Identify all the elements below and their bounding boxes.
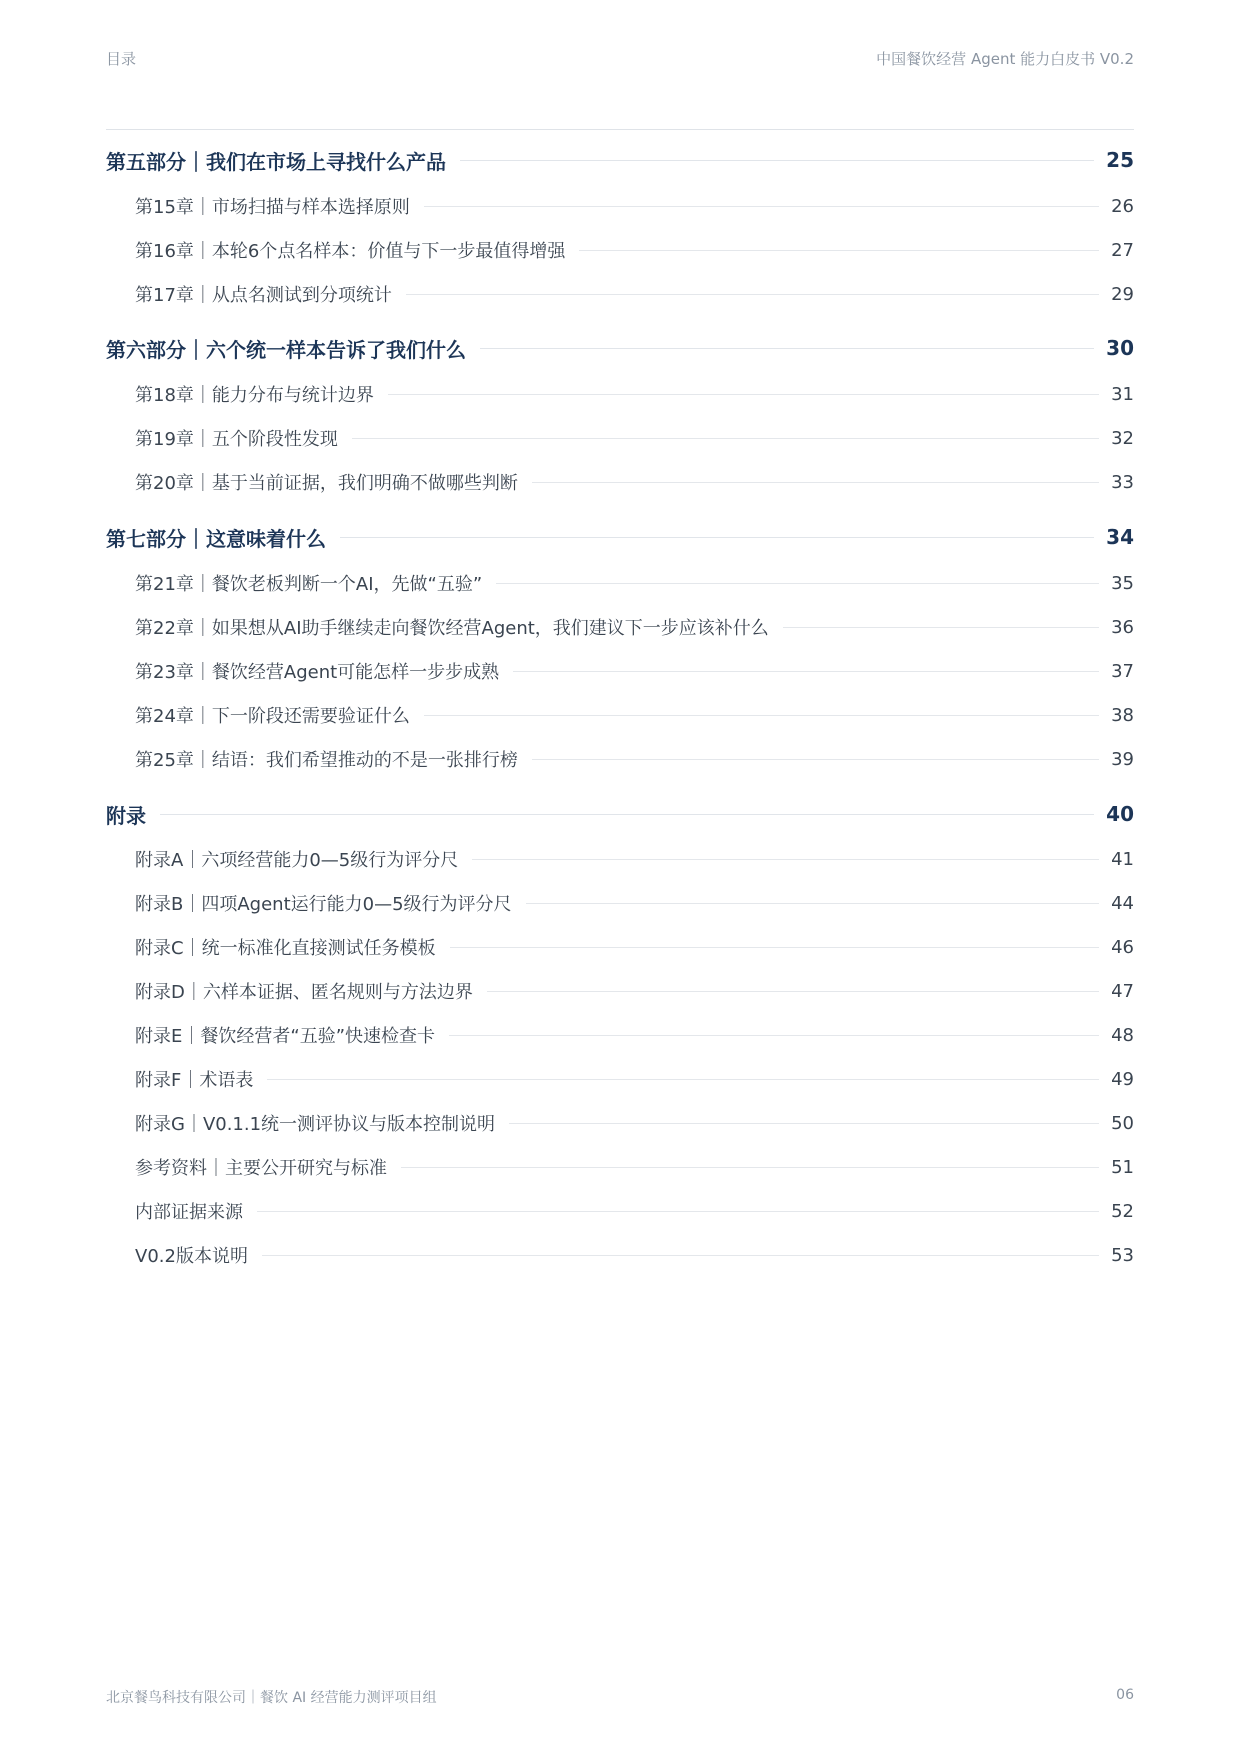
toc-chapter-entry[interactable] [106,927,1134,967]
toc-entry-page: 38 [1111,704,1134,726]
toc-entry-page: 44 [1111,892,1134,914]
toc-leader-line [513,671,1099,672]
toc-entry-title: 附录F｜术语表 [135,1070,254,1091]
toc-entry-title: 第19章｜五个阶段性发现 [135,429,338,450]
toc-leader-line [449,1035,1099,1036]
toc-entry-page: 34 [1106,525,1134,549]
toc-chapter-entry[interactable] [106,1147,1134,1187]
toc-entry-title: 第七部分｜这意味着什么 [106,526,326,551]
toc-chapter-entry[interactable] [106,1191,1134,1231]
toc-entry-title: 附录B｜四项Agent运行能力0—5级行为评分尺 [135,894,512,915]
toc-entry-title: 第18章｜能力分布与统计边界 [135,385,374,406]
header-divider [106,129,1134,130]
toc-chapter-entry[interactable] [106,839,1134,879]
toc-entry-page: 35 [1111,572,1134,594]
toc-entry-title: 第24章｜下一阶段还需要验证什么 [135,706,410,727]
toc-entry-title: 内部证据来源 [135,1202,243,1223]
toc-entry-page: 51 [1111,1156,1134,1178]
toc-entry-page: 52 [1111,1200,1134,1222]
toc-entry-title: 附录A｜六项经营能力0—5级行为评分尺 [135,850,459,871]
toc-chapter-entry[interactable] [106,607,1134,647]
toc-entry-page: 30 [1106,336,1134,360]
toc-entry-page: 32 [1111,427,1134,449]
toc-chapter-entry[interactable] [106,462,1134,502]
toc-leader-line [783,627,1099,628]
toc-entry-title: 第六部分｜六个统一样本告诉了我们什么 [106,337,466,362]
toc-entry-title: 附录G｜V0.1.1统一测评协议与版本控制说明 [135,1114,496,1135]
toc-entry-page: 36 [1111,616,1134,638]
toc-leader-line [352,438,1099,439]
toc-entry-title: 第21章｜餐饮老板判断一个AI，先做“五验” [135,574,483,595]
toc-leader-line [424,206,1099,207]
toc-chapter-entry[interactable] [106,651,1134,691]
toc-entry-page: 50 [1111,1112,1134,1134]
toc-entry-page: 29 [1111,283,1134,305]
toc-leader-line [526,903,1100,904]
toc-leader-line [401,1167,1099,1168]
toc-entry-page: 33 [1111,471,1134,493]
toc-part-entry[interactable] [106,517,1134,557]
toc-entry-page: 27 [1111,239,1134,261]
toc-chapter-entry[interactable] [106,1103,1134,1143]
toc-leader-line [257,1211,1099,1212]
toc-leader-line [340,537,1094,538]
toc-entry-page: 39 [1111,748,1134,770]
toc-entry-page: 48 [1111,1024,1134,1046]
toc-entry-page: 47 [1111,980,1134,1002]
toc-chapter-entry[interactable] [106,883,1134,923]
toc-entry-title: 第22章｜如果想从AI助手继续走向餐饮经营Agent，我们建议下一步应该补什么 [135,618,769,639]
toc-part-entry[interactable] [106,794,1134,834]
toc-leader-line [472,859,1099,860]
page-number: 06 [1116,1687,1134,1703]
toc-entry-title: 第五部分｜我们在市场上寻找什么产品 [106,149,446,174]
running-header-title: 中国餐饮经营 Agent 能力白皮书 V0.2 [876,50,1134,68]
running-header-section: 目录 [106,50,137,68]
toc-entry-title: V0.2版本说明 [135,1246,248,1267]
toc-entry-page: 37 [1111,660,1134,682]
toc-leader-line [262,1255,1099,1256]
toc-chapter-entry[interactable] [106,1059,1134,1099]
footer-organization: 北京餐鸟科技有限公司｜餐饮 AI 经营能力测评项目组 [106,1690,437,1706]
toc-entry-title: 第17章｜从点名测试到分项统计 [135,285,392,306]
toc-leader-line [579,250,1099,251]
toc-leader-line [480,348,1094,349]
toc-entry-page: 26 [1111,195,1134,217]
toc-chapter-entry[interactable] [106,563,1134,603]
toc-part-entry[interactable] [106,328,1134,368]
toc-entry-title: 附录 [106,803,146,828]
toc-chapter-entry[interactable] [106,695,1134,735]
toc-leader-line [532,759,1099,760]
toc-chapter-entry[interactable] [106,418,1134,458]
toc-leader-line [424,715,1099,716]
toc-leader-line [267,1079,1099,1080]
toc-entry-title: 第15章｜市场扫描与样本选择原则 [135,197,410,218]
toc-entry-page: 41 [1111,848,1134,870]
toc-entry-page: 25 [1106,148,1134,172]
toc-leader-line [450,947,1100,948]
toc-leader-line [487,991,1099,992]
toc-chapter-entry[interactable] [106,1015,1134,1055]
toc-leader-line [406,294,1099,295]
toc-entry-title: 附录D｜六样本证据、匿名规则与方法边界 [135,982,473,1003]
toc-chapter-entry[interactable] [106,374,1134,414]
toc-entry-title: 参考资料｜主要公开研究与标准 [135,1158,387,1179]
toc-entry-page: 31 [1111,383,1134,405]
toc-chapter-entry[interactable] [106,274,1134,314]
toc-leader-line [160,814,1094,815]
toc-leader-line [509,1123,1099,1124]
toc-chapter-entry[interactable] [106,186,1134,226]
toc-entry-title: 第16章｜本轮6个点名样本：价值与下一步最值得增强 [135,241,566,262]
toc-leader-line [532,482,1099,483]
toc-chapter-entry[interactable] [106,739,1134,779]
toc-entry-title: 第20章｜基于当前证据，我们明确不做哪些判断 [135,473,518,494]
toc-leader-line [388,394,1099,395]
toc-entry-title: 第25章｜结语：我们希望推动的不是一张排行榜 [135,750,518,771]
toc-chapter-entry[interactable] [106,971,1134,1011]
toc-leader-line [460,160,1094,161]
toc-entry-page: 49 [1111,1068,1134,1090]
toc-entry-page: 46 [1111,936,1134,958]
toc-entry-title: 附录C｜统一标准化直接测试任务模板 [135,938,436,959]
toc-entry-page: 53 [1111,1244,1134,1266]
toc-leader-line [496,583,1099,584]
toc-entry-title: 第23章｜餐饮经营Agent可能怎样一步步成熟 [135,662,500,683]
toc-entry-page: 40 [1106,802,1134,826]
toc-entry-title: 附录E｜餐饮经营者“五验”快速检查卡 [135,1026,436,1047]
toc-part-entry[interactable] [106,140,1134,180]
toc-chapter-entry[interactable] [106,1235,1134,1275]
toc-chapter-entry[interactable] [106,230,1134,270]
